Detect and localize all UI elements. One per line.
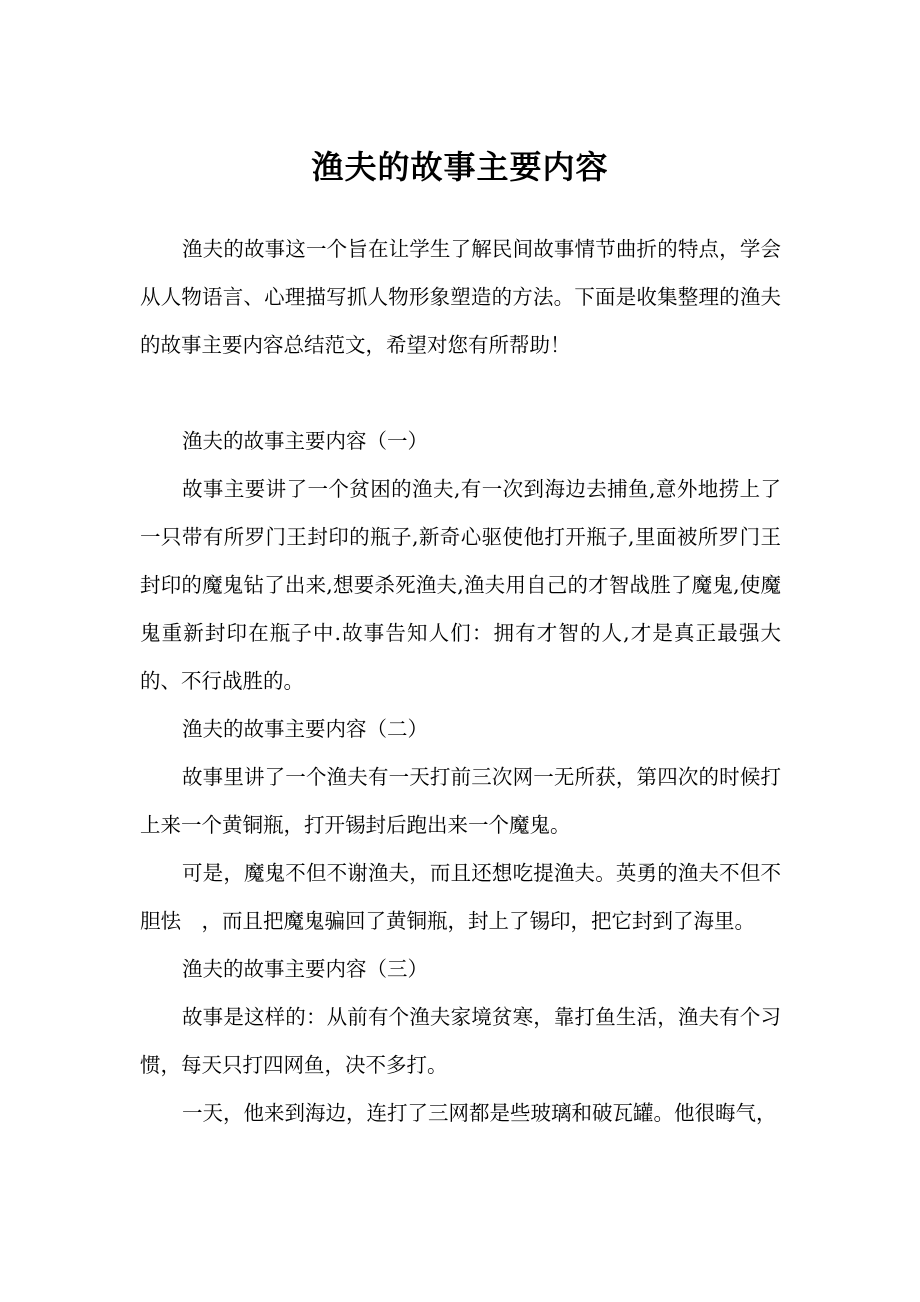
section-heading: 渔夫的故事主要内容（一） (182, 429, 428, 453)
body-paragraph: 可是，魔鬼不但不谢渔夫，而且还想吃提渔夫。英勇的渔夫不但不胆怯 ，而且把魔鬼骗回了黄铜瓶，封上了锡印，把它封到了海里。 (140, 861, 781, 933)
body-paragraph: 故事是这样的：从前有个渔夫家境贫寒，靠打鱼生活，渔夫有个习惯，每天只打四网鱼，决不多打。 (140, 1005, 781, 1077)
intro-paragraph: 渔夫的故事这一个旨在让学生了解民间故事情节曲折的特点，学会从人物语言、心理描写抓人物形象塑造的方法。下面是收集整理的渔夫的故事主要内容总结范文，希望对您有所帮助！ (140, 237, 781, 357)
section-1 (140, 417, 781, 705)
section-heading: 渔夫的故事主要内容（三） (182, 957, 428, 981)
body-paragraph: 故事里讲了一个渔夫有一天打前三次网一无所获，第四次的时候打上来一个黄铜瓶，打开锡封后跑出来一个魔鬼。 (140, 765, 781, 837)
document-title: 渔夫的故事主要内容 (311, 148, 609, 186)
body-paragraph: 一天，他来到海边，连打了三网都是些玻璃和破瓦罐。他很晦气， (182, 1101, 777, 1125)
section-spacer (140, 369, 781, 417)
section-3 (140, 945, 781, 1137)
body-paragraph: 故事主要讲了一个贫困的渔夫,有一次到海边去捕鱼,意外地捞上了一只带有所罗门王封印的瓶子,新奇心驱使他打开瓶子,里面被所罗门王封印的魔鬼钻了出来,想要杀死渔夫,渔夫用自己的才智战胜了魔鬼,使魔鬼重新封印在瓶子中.故事告知人们：拥有才智的人,才是真正最强大的、不行战胜的。 (140, 477, 781, 693)
section-heading: 渔夫的故事主要内容（二） (182, 717, 428, 741)
section-2 (140, 705, 781, 945)
document-body (140, 225, 781, 1137)
